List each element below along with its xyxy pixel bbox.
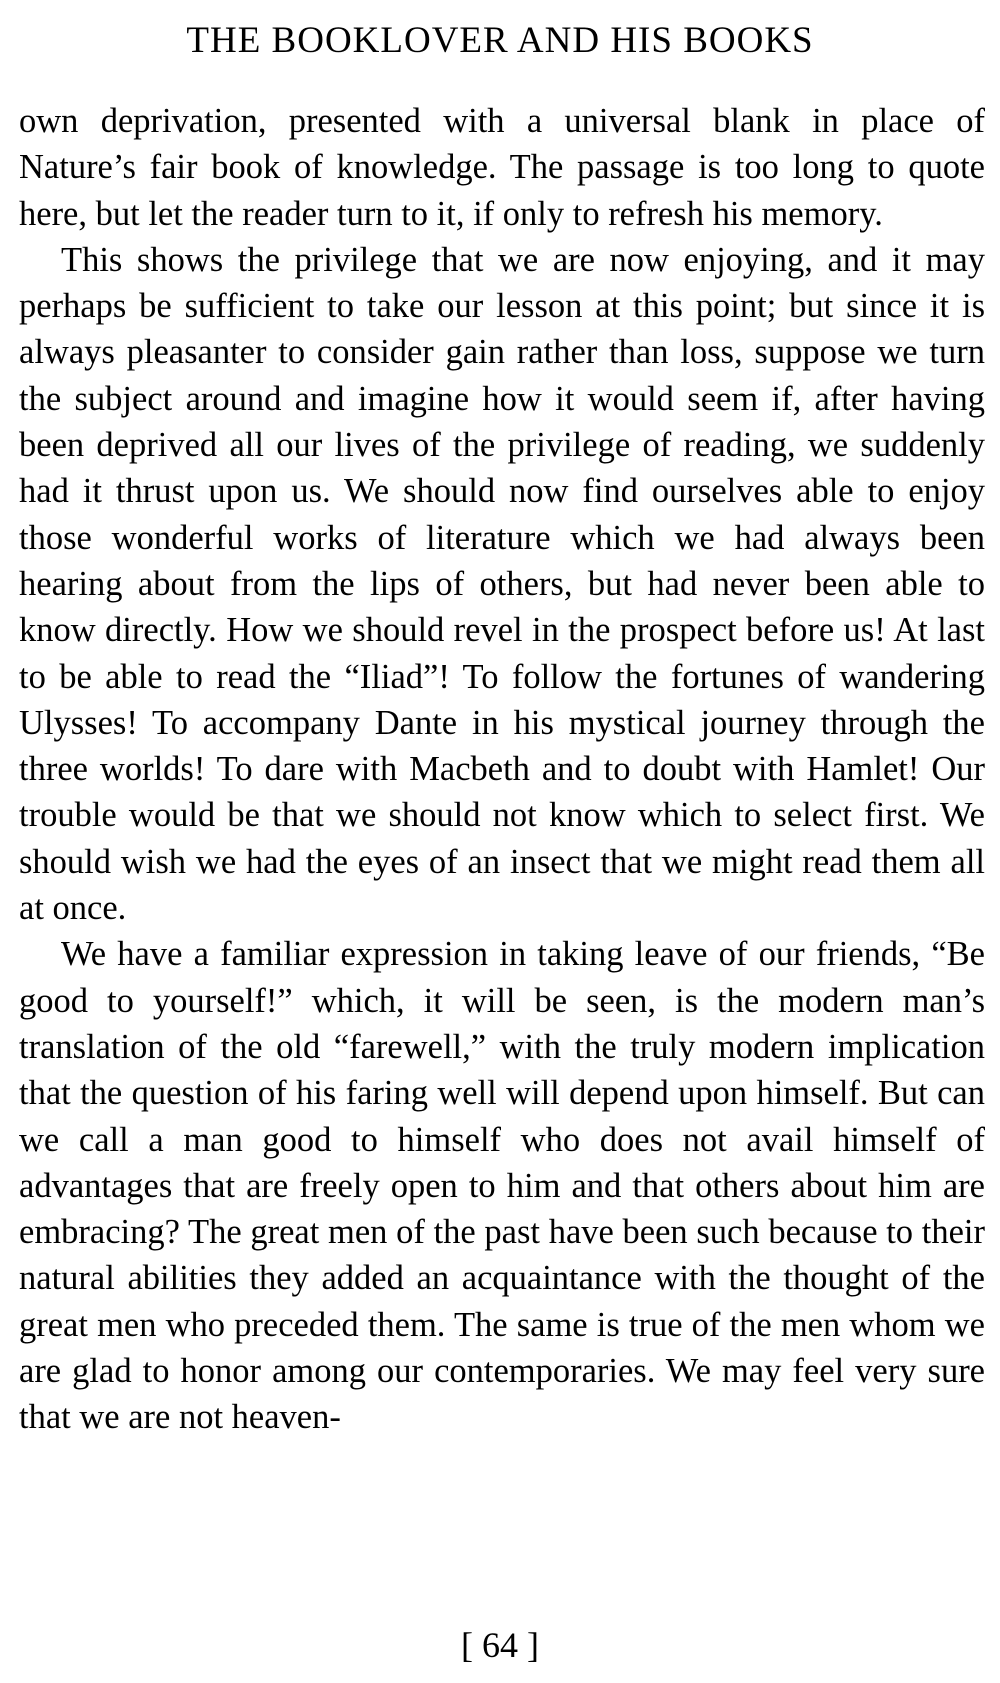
paragraph-privilege: This shows the privilege that we are now enjoying, and it may perhaps be sufficient to take our lesson at this point; but since it is always pleasanter to consider gain rather than loss, suppose we turn the subject around and imagine how it would seem if, after having been deprived all our lives of the privilege of reading, we suddenly had it thrust upon us. We should now find ourselves able to enjoy those wonderful works of literature which we had always been hearing about from the lips of others, but had never been able to know directly. How we should revel in the prospect before us! At last to be able to read the “Iliad”! To follow the fortunes of wandering Ulysses! To accompany Dante in his mystical journey through the three worlds! To dare with Macbeth and to doubt with Hamlet! Our trouble would be that we should not know which to select first. We should wish we had the eyes of an insect that we might read them all at once. bbox=[19, 240, 985, 928]
body-text bbox=[19, 98, 985, 1441]
page-number: [ 64 ] bbox=[461, 1625, 539, 1665]
paragraph-farewell: We have a familiar expression in taking leave of our friends, “Be good to yourself!” which, it will be seen, is the modern man’s translation of the old “farewell,” with the truly modern implication that the question of his faring well will depend upon himself. But can we call a man good to himself who does not avail himself of advantages that are freely open to him and that others about him are embracing? The great men of the past have been such because to their natural abilities they added an acquaintance with the thought of the great men who preceded them. The same is true of the men whom we are glad to honor among our contemporaries. We may feel very sure that we are not heaven- bbox=[19, 935, 985, 1437]
running-head: THE BOOKLOVER AND HIS BOOKS bbox=[186, 20, 814, 61]
paragraph-continued: own deprivation, presented with a universal blank in place of Nature’s fair book of knowledge. The passage is too long to quote here, but let the reader turn to it, if only to refresh his memory. bbox=[19, 102, 985, 233]
